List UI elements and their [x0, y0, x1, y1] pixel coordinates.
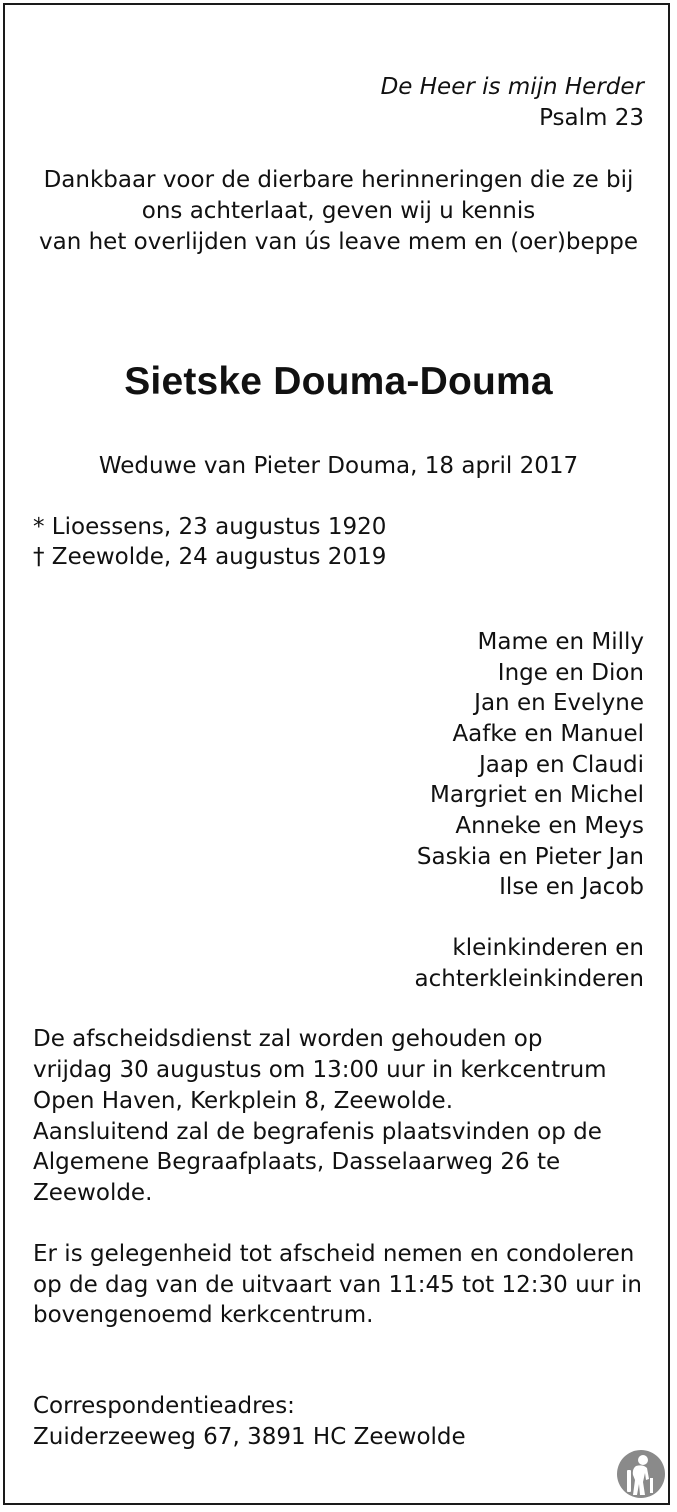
- quote-text: De Heer is mijn Herder: [380, 74, 644, 100]
- grandchildren-line: kleinkinderen en: [452, 935, 644, 961]
- service-line: Aansluitend zal de begrafenis plaatsvinden op de: [33, 1119, 602, 1145]
- family-member: Saskia en Pieter Jan: [416, 844, 644, 870]
- birth-line: * Lioessens, 23 augustus 1920: [33, 514, 387, 540]
- family-member: Jan en Evelyne: [474, 690, 644, 716]
- intro-line: ons achterlaat, geven wij u kennis: [141, 198, 536, 224]
- family-member: Aafke en Manuel: [452, 721, 644, 747]
- service-line: Open Haven, Kerkplein 8, Zeewolde.: [33, 1088, 454, 1114]
- death-line: † Zeewolde, 24 augustus 2019: [33, 544, 387, 570]
- widow-line: Weduwe van Pieter Douma, 18 april 2017: [98, 453, 579, 479]
- intro-line: van het overlijden van ús leave mem en (oer)beppe: [39, 229, 638, 255]
- intro-line: Dankbaar voor de dierbare herinneringen die ze bij: [43, 167, 634, 193]
- family-member: Inge en Dion: [497, 660, 644, 686]
- family-member: Mame en Milly: [477, 629, 644, 655]
- correspondence-label: Correspondentieadres:: [33, 1393, 295, 1419]
- condolence-line: Er is gelegenheid tot afscheid nemen en condoleren: [33, 1241, 635, 1267]
- quote-source: Psalm 23: [539, 105, 644, 131]
- condolence-line: op de dag van de uitvaart van 11:45 tot 12:30 uur in: [33, 1272, 642, 1298]
- grandchildren-line: achterkleinkinderen: [414, 966, 644, 992]
- service-line: vrijdag 30 augustus om 13:00 uur in kerkcentrum: [33, 1057, 607, 1083]
- family-member: Anneke en Meys: [455, 813, 644, 839]
- family-member: Ilse en Jacob: [499, 874, 644, 900]
- service-line: Zeewolde.: [33, 1180, 153, 1206]
- family-member: Jaap en Claudi: [478, 752, 644, 778]
- mourning-figure-icon: [616, 1449, 666, 1499]
- service-line: De afscheidsdienst zal worden gehouden op: [33, 1026, 543, 1052]
- service-line: Algemene Begraafplaats, Dasselaarweg 26 te: [33, 1149, 561, 1175]
- correspondence-address: Zuiderzeeweg 67, 3891 HC Zeewolde: [33, 1424, 466, 1450]
- deceased-name: Sietske Douma-Douma: [124, 360, 553, 404]
- condolence-line: bovengenoemd kerkcentrum.: [33, 1302, 374, 1328]
- family-member: Margriet en Michel: [430, 782, 644, 808]
